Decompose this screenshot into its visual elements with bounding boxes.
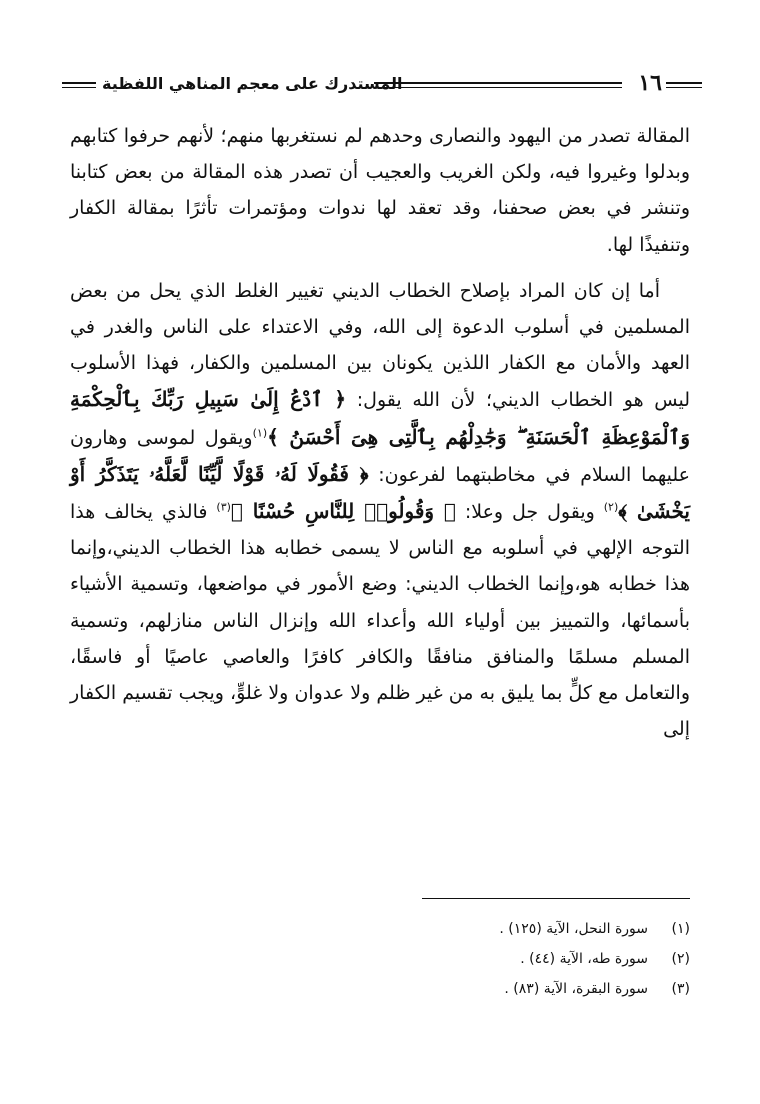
- header-rule-middle: [374, 82, 622, 88]
- text-segment: فالذي يخالف هذا التوجه الإلهي في أسلوبه مع الناس لا يسمى خطابه هذا الخطاب الديني،وإنما هذا خطابه هو،وإنما الخطاب الديني: وضع الأمور في مواضعها، وتسمية الأشياء بأسمائها، والتمييز بين أولياء الله وأعداء الله وإنزال الناس منازلهم، وتسمية المسلم مسلمًا والمنافق منافقًا والكافر كافرًا والعاصي عاصيًا أو فاسقًا، والتعامل مع كلٍّ بما يليق به من غير ظلم ولا عدوان ولا غلوٍّ، ويجب تقسيم الكفار إلى: [70, 501, 690, 741]
- footnote-ref[interactable]: (٢): [603, 500, 619, 514]
- footnote-number: (٢): [671, 951, 690, 967]
- quran-verse: ﴿ وَقُولُوا۟ لِلنَّاسِ حُسْنًا ﴾: [230, 499, 456, 524]
- page-header: [62, 68, 702, 100]
- footnote-number: (٣): [671, 981, 690, 997]
- header-rule-right: [666, 82, 702, 88]
- footnote-text: سورة طه، الآية (٤٤) .: [520, 951, 648, 967]
- footnote-text: سورة البقرة، الآية (٨٣) .: [504, 981, 648, 997]
- paragraph-2: [70, 273, 690, 748]
- footnote-ref[interactable]: (١): [252, 426, 268, 440]
- quran-verse: ﴿ فَقُولَا لَهُۥ قَوْلًا لَّيِّنًا لَّعَلَّهُۥ يَتَذَكَّرُ أَوْ يَخْشَىٰ ﴾: [70, 461, 690, 524]
- header-rule-left: [62, 82, 96, 88]
- text-segment: ويقول جل وعلا:: [464, 501, 595, 524]
- running-title: المستدرك على معجم المناهي اللفظية: [102, 74, 403, 93]
- text-segment: أما إن كان المراد بإصلاح الخطاب الديني تغيير الغلط الذي يحل من بعض المسلمين في أسلوب الدعوة إلى الله، وفي الاعتداء على الناس والغدر في العهد والأمان مع الكفار اللذين يكونان بين المسلمين والكفار، فهذا الأسلوب ليس هو الخطاب الديني؛ لأن الله يقول:: [70, 279, 690, 412]
- text-segment: ويقول لموسى وهارون عليهما السلام في مخاطبتهما لفرعون:: [70, 426, 690, 486]
- footnote-item: [70, 944, 690, 974]
- footnote-text: سورة النحل، الآية (١٢٥) .: [499, 921, 648, 937]
- paragraph-1: المقالة تصدر من اليهود والنصارى وحدهم لم نستغربها منهم؛ لأنهم حرفوا كتابهم وبدلوا وغيروا فيه، ولكن الغريب والعجيب أن تصدر هذه المقالة من بعض كتابنا وتنشر في بعض صحفنا، وقد تعقد لها ندوات ومؤتمرات تأثرًا بمقالة الكفار وتنفيذًا لها.: [70, 125, 690, 256]
- quran-verse: ﴿ ٱدْعُ إِلَىٰ سَبِيلِ رَبِّكَ بِٱلْحِكْمَةِ وَٱلْمَوْعِظَةِ ٱلْحَسَنَةِ ۖ وَجَٰدِلْهُم بِٱلَّتِى هِىَ أَحْسَنُ ﴾: [70, 387, 690, 449]
- footnote-item: [70, 914, 690, 944]
- main-text: [70, 118, 690, 757]
- footnote-ref[interactable]: (٣): [216, 500, 231, 514]
- page-number: ١٦: [638, 70, 662, 96]
- footnote-item: [70, 974, 690, 1004]
- footnote-separator: [422, 898, 690, 899]
- footnotes: [70, 914, 690, 1004]
- footnote-number: (١): [671, 921, 690, 937]
